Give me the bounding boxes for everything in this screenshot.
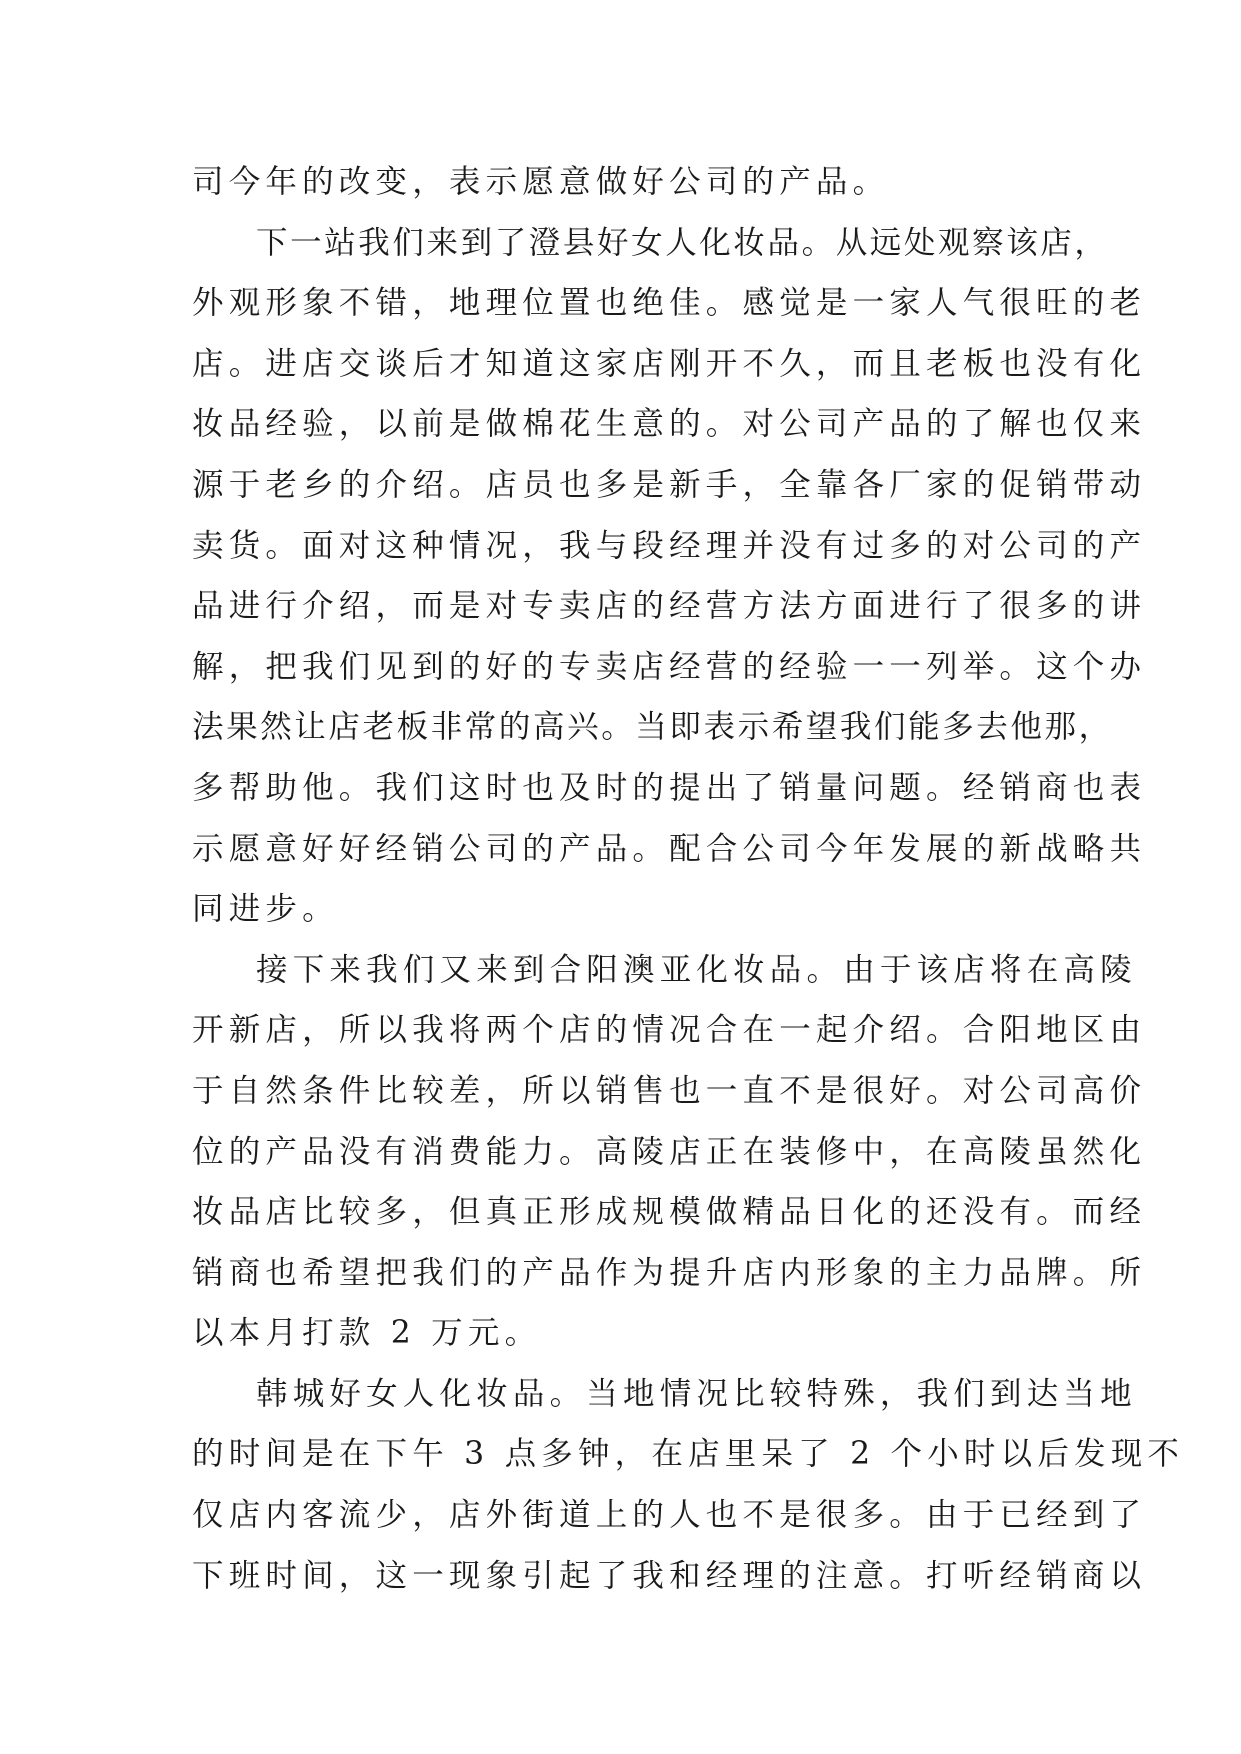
text-line: 法果然让店老板非常的高兴。当即表示希望我们能多去他那，: [192, 709, 1113, 746]
text-line: 外观形象不错，地理位置也绝佳。感觉是一家人气很旺的老: [192, 285, 1147, 322]
paragraph-chengxian-store: [192, 213, 1147, 940]
text-line: 品进行介绍，而是对专卖店的经营方法方面进行了很多的讲: [192, 588, 1147, 625]
text-line: 店。进店交谈后才知道这家店刚开不久，而且老板也没有化: [192, 345, 1147, 382]
text-line: 下一站我们来到了澄县好女人化妆品。从远处观察该店，: [256, 224, 1109, 261]
text-line: 解，把我们见到的好的专卖店经营的经验一一列举。这个办: [192, 648, 1147, 685]
text-line: 卖货。面对这种情况，我与段经理并没有过多的对公司的产: [192, 527, 1147, 564]
text-line: 下班时间，这一现象引起了我和经理的注意。打听经销商以: [192, 1557, 1147, 1594]
text-line: 开新店，所以我将两个店的情况合在一起介绍。合阳地区由: [192, 1012, 1147, 1049]
text-line: 位的产品没有消费能力。高陵店正在装修中，在高陵虽然化: [192, 1133, 1147, 1170]
text-line: 销商也希望把我们的产品作为提升店内形象的主力品牌。所: [192, 1254, 1147, 1291]
text-line: 妆品店比较多，但真正形成规模做精品日化的还没有。而经: [192, 1194, 1147, 1231]
text-line: 妆品经验，以前是做棉花生意的。对公司产品的了解也仅来: [192, 406, 1147, 443]
text-line: 仅店内客流少，店外街道上的人也不是很多。由于已经到了: [192, 1497, 1147, 1534]
paragraph-heyang-store: [192, 940, 1147, 1364]
text-line: 以本月打款 2 万元。: [192, 1315, 542, 1352]
text-line: 司今年的改变，表示愿意做好公司的产品。: [192, 164, 890, 200]
text-line: 的时间是在下午 3 点多钟，在店里呆了 2 个小时以后发现不: [192, 1436, 1185, 1473]
document-body: [192, 152, 1185, 1606]
text-line: 于自然条件比较差，所以销售也一直不是很好。对公司高价: [192, 1072, 1147, 1109]
paragraph-continuation: [192, 152, 1072, 213]
paragraph-hancheng-store: [192, 1364, 1185, 1606]
text-line: 接下来我们又来到合阳澳亚化妆品。由于该店将在高陵: [256, 951, 1137, 988]
text-line: 韩城好女人化妆品。当地情况比较特殊，我们到达当地: [256, 1375, 1137, 1412]
text-line: 示愿意好好经销公司的产品。配合公司今年发展的新战略共: [192, 830, 1147, 867]
text-line: 源于老乡的介绍。店员也多是新手，全靠各厂家的促销带动: [192, 466, 1147, 503]
text-line: 多帮助他。我们这时也及时的提出了销量问题。经销商也表: [192, 769, 1147, 806]
text-line: 同进步。: [192, 891, 339, 928]
